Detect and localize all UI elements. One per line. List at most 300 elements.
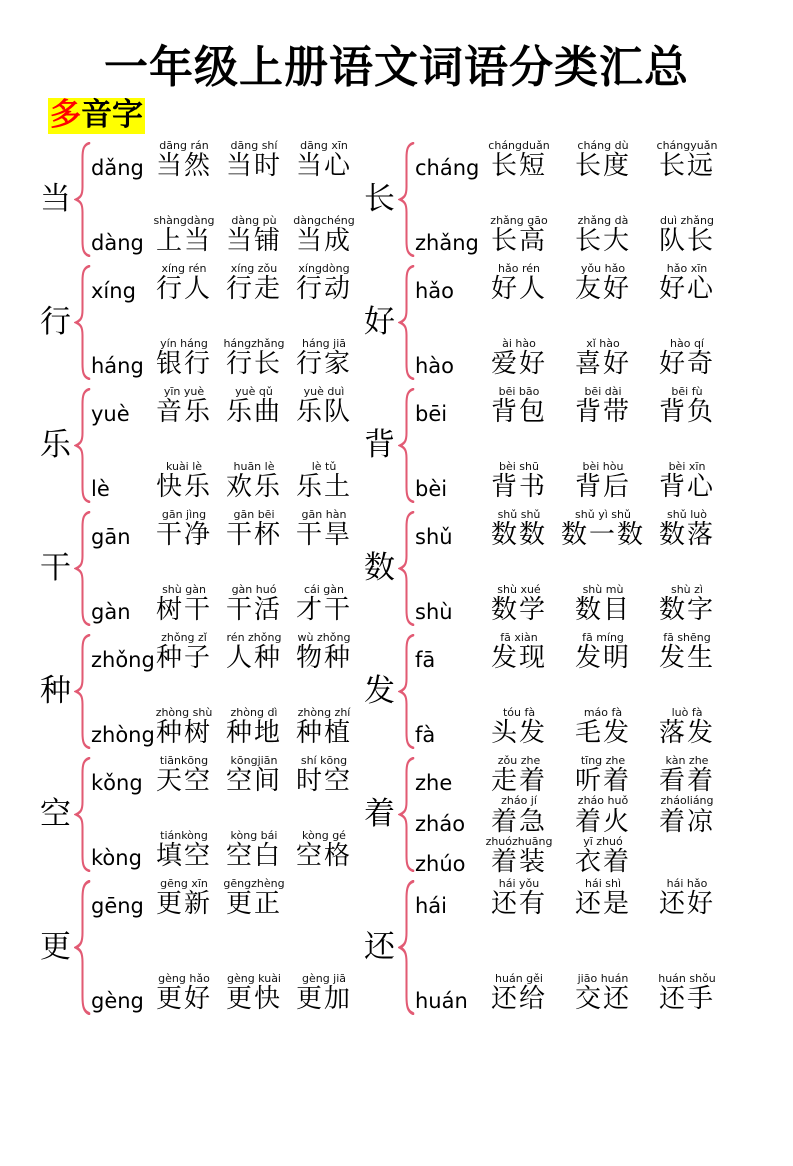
reading-row: [91, 707, 360, 747]
word-list: [149, 973, 359, 1013]
word-list: [149, 584, 359, 624]
word-hanzi: 队长: [658, 225, 715, 256]
word-hanzi: 欢乐: [225, 471, 282, 502]
word-pinyin: tīng zhe: [580, 754, 626, 768]
reading-pinyin: yuè: [91, 402, 130, 427]
readings-list: [91, 384, 360, 507]
word-hanzi: 看着: [658, 766, 715, 797]
reading-row: [91, 632, 360, 672]
word-pinyin: shǔ yì shǔ: [575, 508, 631, 522]
word-hanzi: 时空: [295, 766, 352, 797]
word-list: [477, 632, 729, 672]
word-hanzi: 还手: [658, 983, 715, 1014]
reading-pinyin: gàn: [91, 599, 131, 624]
word-list: [149, 338, 359, 378]
right-column: [364, 138, 783, 1019]
reading-row: [415, 707, 783, 747]
word-hanzi: 乐队: [295, 397, 352, 428]
word-item: [289, 461, 359, 501]
reading-pinyin: hǎo: [415, 279, 455, 304]
reading-row: [415, 973, 783, 1013]
word-item: [289, 263, 359, 303]
word-hanzi: 好心: [658, 274, 715, 305]
word-pinyin: zhòng dì: [230, 705, 278, 719]
word-pinyin: zháo jí: [501, 794, 537, 808]
word-item: [149, 830, 219, 870]
reading-pinyin: zhòng: [91, 722, 155, 747]
word-hanzi: 物种: [295, 643, 352, 674]
word-hanzi: 行长: [225, 348, 282, 379]
word-pinyin: yī zhuó: [583, 834, 623, 848]
word-item: [477, 878, 561, 918]
word-item: [149, 215, 219, 255]
polyphone-group: [40, 507, 360, 630]
reading-row: [415, 755, 783, 795]
word-pinyin: bèi xīn: [668, 459, 706, 473]
word-item: [561, 795, 645, 835]
word-pinyin: lè tǔ: [311, 459, 337, 473]
word-item: [149, 338, 219, 378]
word-pinyin: hái shì: [584, 877, 622, 891]
word-item: [477, 632, 561, 672]
word-list: [149, 878, 289, 918]
word-item: [645, 632, 729, 672]
reading-pinyin: fà: [415, 722, 436, 747]
word-pinyin: gēng xīn: [160, 877, 208, 891]
word-pinyin: gēngzhèng: [223, 877, 285, 891]
base-character: 还: [364, 929, 395, 966]
word-hanzi: 还好: [658, 889, 715, 920]
reading-row: [91, 509, 360, 549]
word-hanzi: 填空: [155, 840, 212, 871]
word-list: [477, 836, 645, 876]
word-item: [561, 878, 645, 918]
readings-list: [91, 753, 360, 876]
readings-list: [415, 753, 783, 876]
reading-pinyin: zhǒng: [91, 648, 155, 673]
word-pinyin: huán gěi: [495, 971, 543, 985]
word-item: [219, 707, 289, 747]
word-item: [477, 509, 561, 549]
word-item: [219, 509, 289, 549]
word-pinyin: xíng zǒu: [230, 262, 278, 276]
word-hanzi: 更好: [155, 983, 212, 1014]
reading-row: [91, 140, 360, 180]
reading-row: [91, 263, 360, 303]
word-item: [561, 509, 645, 549]
brace-icon: [74, 876, 91, 1019]
reading-row: [415, 584, 783, 624]
word-hanzi: 当然: [155, 151, 212, 182]
word-hanzi: 数落: [658, 520, 715, 551]
reading-row: [415, 509, 783, 549]
reading-pinyin: gēng: [91, 894, 144, 919]
word-item: [149, 707, 219, 747]
word-item: [561, 140, 645, 180]
brace-icon: [398, 138, 415, 261]
word-pinyin: bēi bāo: [498, 385, 540, 399]
word-pinyin: kàn zhe: [665, 754, 709, 768]
word-item: [477, 973, 561, 1013]
polyphone-group: [40, 876, 360, 1019]
reading-pinyin: xíng: [91, 279, 136, 304]
word-hanzi: 发现: [490, 643, 547, 674]
word-item: [289, 632, 359, 672]
word-hanzi: 当心: [295, 151, 352, 182]
word-pinyin: chángyuǎn: [656, 139, 718, 153]
word-pinyin: yín háng: [160, 336, 208, 350]
word-item: [219, 830, 289, 870]
word-hanzi: 衣着: [574, 846, 631, 877]
polyphone-group: [364, 876, 783, 1019]
reading-pinyin: cháng: [415, 156, 480, 181]
word-hanzi: 毛发: [574, 717, 631, 748]
word-item: [477, 836, 561, 876]
word-hanzi: 更快: [225, 983, 282, 1014]
word-item: [149, 878, 219, 918]
word-hanzi: 更加: [295, 983, 352, 1014]
word-item: [645, 509, 729, 549]
polyphone-group: [40, 261, 360, 384]
reading-pinyin: kǒng: [91, 771, 143, 796]
word-hanzi: 还是: [574, 889, 631, 920]
word-pinyin: xǐ hào: [586, 336, 620, 350]
word-pinyin: shí kōng: [300, 754, 348, 768]
word-list: [477, 386, 729, 426]
word-list: [149, 707, 359, 747]
word-hanzi: 人种: [225, 643, 282, 674]
word-list: [477, 878, 729, 918]
word-hanzi: 背包: [490, 397, 547, 428]
word-item: [149, 461, 219, 501]
word-item: [289, 973, 359, 1013]
polyphone-group: [40, 753, 360, 876]
readings-list: [91, 261, 360, 384]
word-item: [219, 263, 289, 303]
word-hanzi: 乐土: [295, 471, 352, 502]
readings-list: [91, 630, 360, 753]
word-pinyin: shù gàn: [162, 582, 206, 596]
reading-pinyin: bēi: [415, 402, 448, 427]
word-hanzi: 种地: [225, 717, 282, 748]
word-item: [645, 386, 729, 426]
word-item: [289, 830, 359, 870]
word-hanzi: 背书: [490, 471, 547, 502]
polyphone-group: [364, 384, 783, 507]
word-pinyin: ài hào: [502, 336, 536, 350]
word-hanzi: 干净: [155, 520, 212, 551]
word-item: [645, 263, 729, 303]
word-hanzi: 发明: [574, 643, 631, 674]
word-pinyin: zhǎng gāo: [490, 213, 548, 227]
word-item: [149, 140, 219, 180]
word-hanzi: 听着: [574, 766, 631, 797]
word-item: [561, 584, 645, 624]
word-item: [289, 338, 359, 378]
word-item: [477, 263, 561, 303]
word-item: [645, 584, 729, 624]
word-hanzi: 空格: [295, 840, 352, 871]
word-pinyin: yǒu hǎo: [580, 262, 626, 276]
word-pinyin: shù zì: [670, 582, 703, 596]
word-hanzi: 快乐: [155, 471, 212, 502]
brace-icon: [398, 507, 415, 630]
reading-pinyin: shù: [415, 599, 453, 624]
polyphone-group: [40, 630, 360, 753]
base-character: 数: [364, 550, 395, 587]
word-list: [477, 707, 729, 747]
word-hanzi: 种子: [155, 643, 212, 674]
brace-icon: [398, 753, 415, 876]
word-hanzi: 天空: [155, 766, 212, 797]
reading-row: [91, 973, 360, 1013]
readings-list: [415, 876, 783, 1019]
word-hanzi: 银行: [155, 348, 212, 379]
word-item: [289, 140, 359, 180]
word-pinyin: yuè qǔ: [235, 385, 273, 399]
brace-icon: [74, 261, 91, 384]
word-item: [645, 140, 729, 180]
reading-pinyin: kòng: [91, 845, 142, 870]
reading-pinyin: huán: [415, 988, 468, 1013]
word-pinyin: hái yǒu: [498, 877, 540, 891]
base-character: 长: [364, 181, 395, 218]
word-item: [219, 140, 289, 180]
word-hanzi: 更正: [225, 889, 282, 920]
reading-row: [415, 263, 783, 303]
reading-row: [91, 878, 360, 918]
word-pinyin: shù xué: [497, 582, 541, 596]
word-pinyin: dàng pù: [231, 213, 277, 227]
word-pinyin: cháng dù: [577, 139, 629, 153]
word-pinyin: dāng rán: [159, 139, 209, 153]
brace-icon: [398, 384, 415, 507]
word-item: [149, 263, 219, 303]
word-hanzi: 空间: [225, 766, 282, 797]
word-hanzi: 还给: [490, 983, 547, 1014]
word-hanzi: 数学: [490, 594, 547, 625]
word-hanzi: 走着: [490, 766, 547, 797]
word-pinyin: bèi shū: [499, 459, 539, 473]
word-list: [477, 973, 729, 1013]
word-pinyin: jiāo huán: [577, 971, 629, 985]
word-hanzi: 好奇: [658, 348, 715, 379]
word-hanzi: 着凉: [658, 806, 715, 837]
word-item: [289, 215, 359, 255]
word-hanzi: 头发: [490, 717, 547, 748]
word-item: [149, 632, 219, 672]
word-item: [477, 461, 561, 501]
word-pinyin: shù mù: [582, 582, 624, 596]
word-pinyin: máo fà: [583, 705, 623, 719]
word-item: [289, 386, 359, 426]
word-hanzi: 数目: [574, 594, 631, 625]
word-item: [561, 338, 645, 378]
reading-row: [415, 140, 783, 180]
polyphone-group: [364, 261, 783, 384]
reading-pinyin: zhe: [415, 771, 453, 796]
word-item: [561, 215, 645, 255]
brace-icon: [398, 261, 415, 384]
word-pinyin: kuài lè: [165, 459, 203, 473]
word-pinyin: dāng xīn: [300, 139, 348, 153]
word-pinyin: kōngjiān: [230, 754, 278, 768]
word-item: [149, 755, 219, 795]
reading-pinyin: zhúo: [415, 852, 466, 877]
word-hanzi: 数一数: [561, 520, 646, 551]
reading-row: [415, 461, 783, 501]
word-item: [219, 632, 289, 672]
section-heading: [0, 98, 793, 134]
word-item: [477, 140, 561, 180]
word-hanzi: 干活: [225, 594, 282, 625]
word-list: [477, 755, 729, 795]
word-pinyin: shǔ shǔ: [497, 508, 541, 522]
word-item: [645, 215, 729, 255]
word-hanzi: 行人: [155, 274, 212, 305]
word-item: [645, 338, 729, 378]
word-pinyin: gān bēi: [233, 508, 275, 522]
word-pinyin: gàn huó: [231, 582, 277, 596]
reading-row: [91, 215, 360, 255]
word-pinyin: háng jiā: [301, 336, 347, 350]
reading-pinyin: shǔ: [415, 525, 453, 550]
word-item: [477, 707, 561, 747]
word-pinyin: gèng hǎo: [158, 971, 210, 985]
reading-pinyin: zhǎng: [415, 230, 479, 255]
polyphone-group: [40, 138, 360, 261]
word-item: [219, 584, 289, 624]
word-item: [219, 878, 289, 918]
reading-row: [415, 338, 783, 378]
word-list: [149, 755, 359, 795]
reading-pinyin: zháo: [415, 811, 466, 836]
readings-list: [415, 261, 783, 384]
word-item: [289, 707, 359, 747]
readings-list: [415, 384, 783, 507]
word-item: [149, 386, 219, 426]
reading-row: [91, 386, 360, 426]
word-pinyin: zǒu zhe: [497, 754, 541, 768]
word-pinyin: shàngdàng: [153, 213, 215, 227]
word-item: [289, 509, 359, 549]
word-list: [149, 509, 359, 549]
word-item: [477, 755, 561, 795]
word-pinyin: hǎo xīn: [666, 262, 708, 276]
word-pinyin: zhuózhuāng: [485, 834, 553, 848]
word-hanzi: 长大: [574, 225, 631, 256]
readings-list: [415, 630, 783, 753]
word-hanzi: 行动: [295, 274, 352, 305]
readings-list: [91, 507, 360, 630]
word-item: [561, 263, 645, 303]
word-hanzi: 种植: [295, 717, 352, 748]
word-hanzi: 好人: [490, 274, 547, 305]
readings-list: [91, 876, 360, 1019]
word-list: [477, 140, 729, 180]
word-item: [477, 215, 561, 255]
word-hanzi: 喜好: [574, 348, 631, 379]
word-hanzi: 上当: [155, 225, 212, 256]
word-pinyin: luò fà: [671, 705, 703, 719]
word-pinyin: hǎo rén: [498, 262, 540, 276]
word-hanzi: 乐曲: [225, 397, 282, 428]
word-item: [219, 973, 289, 1013]
word-pinyin: kòng gé: [302, 828, 346, 842]
word-hanzi: 落发: [658, 717, 715, 748]
polyphone-group: [364, 630, 783, 753]
word-item: [645, 707, 729, 747]
word-hanzi: 背带: [574, 397, 631, 428]
brace-icon: [398, 630, 415, 753]
word-list: [149, 215, 359, 255]
word-item: [645, 878, 729, 918]
word-hanzi: 背心: [658, 471, 715, 502]
word-list: [477, 338, 729, 378]
word-pinyin: xíng rén: [161, 262, 207, 276]
word-list: [477, 215, 729, 255]
word-pinyin: bēi dài: [584, 385, 622, 399]
reading-pinyin: dàng: [91, 230, 144, 255]
word-hanzi: 背负: [658, 397, 715, 428]
word-pinyin: fā xiàn: [500, 631, 538, 645]
word-list: [477, 795, 729, 835]
word-hanzi: 长短: [490, 151, 547, 182]
word-item: [561, 461, 645, 501]
word-item: [149, 973, 219, 1013]
word-item: [219, 338, 289, 378]
readings-list: [415, 507, 783, 630]
polyphone-group: [40, 384, 360, 507]
brace-icon: [398, 876, 415, 1019]
reading-row: [415, 836, 783, 876]
word-hanzi: 行走: [225, 274, 282, 305]
base-character: 干: [40, 550, 71, 587]
word-hanzi: 友好: [574, 274, 631, 305]
page-title: 一年级上册语文词语分类汇总: [104, 42, 689, 93]
word-hanzi: 当时: [225, 151, 282, 182]
reading-pinyin: háng: [91, 353, 144, 378]
word-item: [645, 795, 729, 835]
readings-list: [415, 138, 783, 261]
word-pinyin: huān lè: [233, 459, 275, 473]
word-list: [149, 263, 359, 303]
brace-icon: [74, 138, 91, 261]
word-list: [149, 632, 359, 672]
word-hanzi: 还有: [490, 889, 547, 920]
word-hanzi: 空白: [225, 840, 282, 871]
word-item: [219, 215, 289, 255]
word-hanzi: 爱好: [490, 348, 547, 379]
word-hanzi: 着火: [574, 806, 631, 837]
word-hanzi: 树干: [155, 594, 212, 625]
word-item: [289, 584, 359, 624]
word-hanzi: 着急: [490, 806, 547, 837]
section-heading-highlight: [48, 98, 145, 134]
reading-row: [91, 338, 360, 378]
word-item: [561, 707, 645, 747]
polyphone-group: [364, 138, 783, 261]
word-pinyin: yīn yuè: [163, 385, 205, 399]
word-item: [289, 755, 359, 795]
base-character: 更: [40, 929, 71, 966]
word-pinyin: hào qí: [670, 336, 704, 350]
word-item: [561, 836, 645, 876]
word-pinyin: fā míng: [582, 631, 624, 645]
base-character: 着: [364, 796, 395, 833]
word-pinyin: zháo huǒ: [577, 794, 629, 808]
word-hanzi: 长远: [658, 151, 715, 182]
